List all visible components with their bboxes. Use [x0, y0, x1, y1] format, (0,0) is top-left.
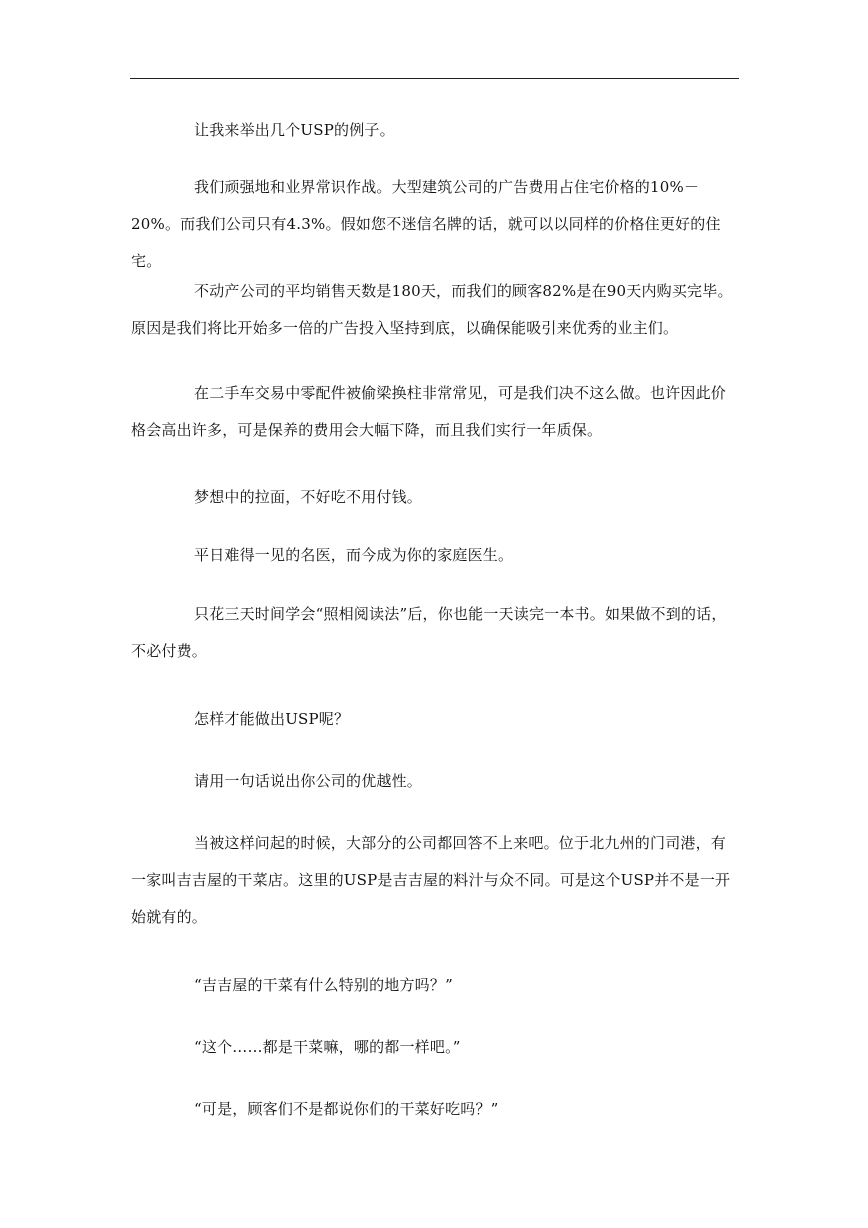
paragraph-how-to-make-usp: 怎样才能做出USP呢？ [194, 710, 350, 728]
paragraph-kichikichiya-story: 当被这样问起的时候，大部分的公司都回答不上来吧。位于北九州的门司港，有一家叫吉吉屋的干菜店。这里的USP是吉吉屋的料汁与众不同。可是这个USP并不是一开始就有的。 [131, 834, 731, 926]
paragraph-ramen-example: 梦想中的拉面，不好吃不用付钱。 [194, 488, 423, 506]
paragraph-used-car-example: 在二手车交易中零配件被偷梁换柱非常常见，可是我们决不这么做。也许因此价格会高出许多，可是保养的费用会大幅下降，而且我们实行一年质保。 [131, 384, 727, 439]
paragraph-construction-example: 我们顽强地和业界常识作战。大型建筑公司的广告费用占住宅价格的10%－20%。而我们公司只有4.3%。假如您不迷信名牌的话，就可以以同样的价格住更好的住宅。 [131, 178, 721, 270]
paragraph-usp-intro: 让我来举出几个USP的例子。 [194, 121, 395, 139]
dialogue-answer-1: “这个……都是干菜嘛，哪的都一样吧。” [194, 1038, 461, 1056]
dialogue-question-2: “可是，顾客们不是都说你们的干菜好吃吗？” [194, 1100, 499, 1118]
paragraph-photo-reading-example: 只花三天时间学会“照相阅读法”后，你也能一天读完一本书。如果做不到的话，不必付费。 [131, 605, 727, 660]
dialogue-question-1: “吉吉屋的干菜有什么特别的地方吗？” [194, 976, 453, 994]
paragraph-one-sentence-prompt: 请用一句话说出你公司的优越性。 [194, 772, 423, 790]
header-rule [130, 78, 739, 79]
paragraph-real-estate-example: 不动产公司的平均销售天数是180天，而我们的顾客82%是在90天内购买完毕。原因是我们将比开始多一倍的广告投入坚持到底，以确保能吸引来优秀的业主们。 [131, 282, 733, 337]
paragraph-doctor-example: 平日难得一见的名医，而今成为你的家庭医生。 [194, 546, 514, 564]
